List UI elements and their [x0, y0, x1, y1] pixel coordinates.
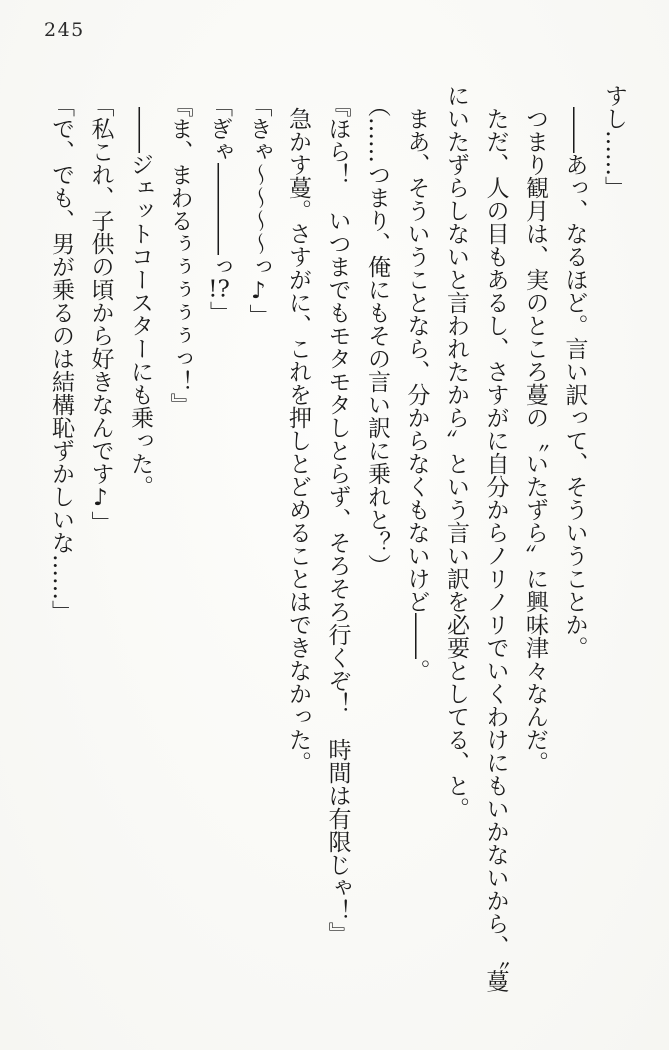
text-line: ただ、人の目もあるし、さすがに自分からノリノリでいくわけにもいかないから、〝蔓	[482, 107, 509, 993]
text-line: 「私これ、子供の頃から好きなんです♪」	[87, 94, 114, 535]
text-line: 急かす蔓。さすがに、これを押しとどめることはできなかった。	[285, 107, 311, 774]
text-line: 『ま、まわるぅぅぅぅぅっ！』	[166, 94, 193, 417]
text-line: 「きゃ～～～～っ♪」	[245, 94, 272, 328]
novel-text-block	[41, 84, 634, 1019]
text-line: （……つまり、俺にもその言い訳に乗れと？）	[364, 94, 390, 578]
text-line: つまり観月は、実のところ蔓の〝いたずら〟に興味津々なんだ。	[522, 107, 548, 774]
page-number: 245	[44, 19, 85, 41]
text-line: すし……」	[601, 84, 627, 199]
text-line: にいたずらしないと言われたから〟という言い訳を必要としてる、と。	[443, 84, 469, 820]
text-line: 『ほら！ いつまでもモタモタしとらず、そろそろ行くぞ！ 時間は有限じゃ！』	[324, 94, 351, 946]
tatechuyoko-exclamation-question: !?	[208, 278, 230, 302]
text-line: ――あっ、なるほど。言い訳って、そういうことか。	[561, 107, 588, 659]
text-line: 「で、でも、男が乗るのは結構恥ずかしいな……」	[48, 94, 74, 624]
text-line: ――ジェットコースターにも乗った。	[127, 107, 153, 498]
text-line: 「ぎゃ――――っ!?」	[206, 94, 232, 325]
text-line: まあ、そういうことなら、分からなくもないけど――。	[403, 107, 430, 682]
